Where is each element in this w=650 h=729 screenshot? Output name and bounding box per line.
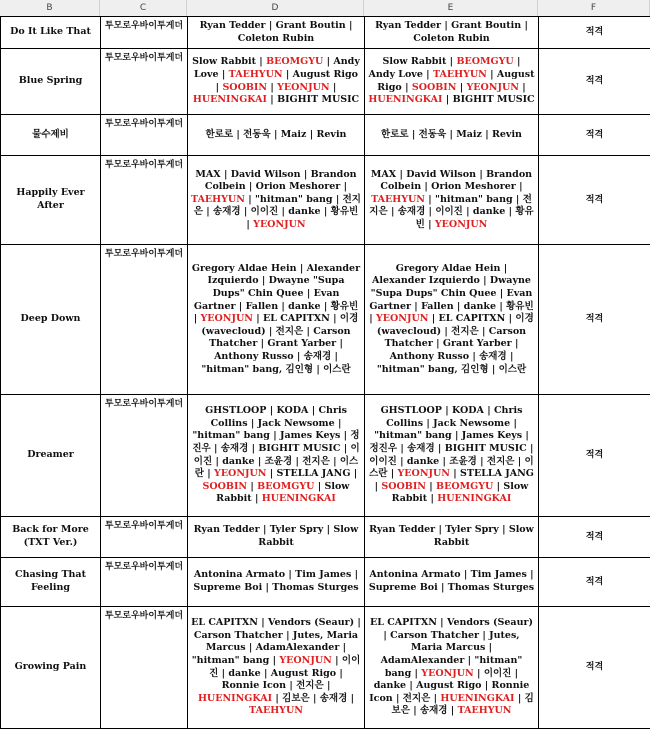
- column-header-e[interactable]: E: [364, 0, 538, 16]
- artist-cell[interactable]: 투모로우바이투게더: [101, 517, 188, 558]
- credit-segment: | "hitman" bang | 전지은 | 송재경 | 이이진 | danke | 황유빈 |: [369, 193, 534, 230]
- credit-segment: |: [518, 81, 526, 93]
- credit-segment: TAEHYUN: [249, 705, 303, 717]
- status-cell[interactable]: 적격: [539, 115, 650, 156]
- column-header-b[interactable]: B: [0, 0, 100, 16]
- table-row: [1, 115, 650, 156]
- credit-segment: | STELLA JANG |: [266, 468, 358, 480]
- credit-segment: Antonina Armato | Tim James | Supreme Boi | Thomas Sturges: [193, 569, 359, 593]
- credit-segment: TAEHYUN: [191, 193, 245, 205]
- credit-segment: | EL CAPITXN | 이경 (wavecloud) | 전지은 | Carson Thatcher | Grant Yarber | Anthony Russo | 송재경 | "hitman" bang, 김인형 | 이스란: [201, 313, 359, 375]
- song-title-cell[interactable]: Growing Pain: [1, 607, 101, 729]
- credit-segment: | Slow Rabbit |: [391, 480, 529, 505]
- credit-segment: | 김보은 | 송재경 |: [272, 692, 355, 704]
- credit-segment: BEOMGYU: [266, 56, 324, 68]
- credit-segment: EL CAPITXN | Vendors (Seaur) | Carson Thatcher | Jutes, Maria Marcus | AdamAlexander | "hitman" bang |: [370, 617, 533, 679]
- table-row: [1, 156, 650, 245]
- credit-segment: |: [247, 480, 258, 492]
- column-header-f[interactable]: F: [538, 0, 650, 16]
- table-row: [1, 607, 650, 729]
- status-cell[interactable]: 적격: [539, 245, 650, 395]
- artist-cell[interactable]: 투모로우바이투게더: [101, 245, 188, 395]
- credit-segment: | "hitman" bang | 전지은 | 송재경 | 이이진 | danke | 황유빈 |: [193, 193, 361, 230]
- credits-cell-e[interactable]: [365, 156, 539, 245]
- status-cell[interactable]: 적격: [539, 517, 650, 558]
- credits-cell-d[interactable]: [188, 17, 365, 49]
- song-title-cell[interactable]: Happily Ever After: [1, 156, 101, 245]
- credit-segment: | BIGHIT MUSIC: [442, 94, 535, 106]
- table-row: [1, 558, 650, 607]
- artist-cell[interactable]: 투모로우바이투게더: [101, 558, 188, 607]
- credit-segment: SOOBIN: [202, 480, 248, 492]
- song-title-cell[interactable]: Do It Like That: [1, 17, 101, 49]
- status-cell[interactable]: 적격: [539, 49, 650, 115]
- credit-segment: | Slow Rabbit |: [216, 480, 350, 505]
- song-title-cell[interactable]: Dreamer: [1, 395, 101, 517]
- credits-cell-e[interactable]: [365, 558, 539, 607]
- credits-cell-d[interactable]: [188, 115, 365, 156]
- status-cell[interactable]: 적격: [539, 558, 650, 607]
- status-cell[interactable]: 적격: [539, 395, 650, 517]
- credit-segment: | Andy Love |: [194, 56, 360, 80]
- credit-segment: YEONJUN: [214, 468, 267, 480]
- credit-segment: Ryan Tedder | Tyler Spry | Slow Rabbit: [369, 524, 534, 548]
- credit-segment: | August Rigo |: [215, 68, 358, 93]
- credits-cell-e[interactable]: [365, 17, 539, 49]
- credit-segment: TAEHYUN: [228, 68, 283, 80]
- credit-segment: YEONJUN: [375, 313, 429, 325]
- table-row: [1, 395, 650, 517]
- credit-segment: YEONJUN: [200, 313, 253, 325]
- credit-segment: | 이이진 | danke | August Rigo | Ronnie Icon | 전지은 |: [209, 654, 361, 692]
- credit-segment: Slow Rabbit |: [382, 56, 457, 68]
- credits-cell-d[interactable]: [188, 558, 365, 607]
- credits-cell-e[interactable]: [365, 395, 539, 517]
- credits-table: [0, 16, 650, 729]
- status-cell[interactable]: 적격: [539, 607, 650, 729]
- credit-segment: BEOMGYU: [456, 56, 514, 68]
- credit-segment: HUENINGKAI: [197, 692, 273, 704]
- credit-segment: | EL CAPITXN | 이경 (wavecloud) | 전지은 | Carson Thatcher | Grant Yarber | Anthony Russo | 송재경 | "hitman" bang, 김인형 | 이스란: [376, 313, 534, 375]
- credit-segment: SOOBIN: [222, 81, 268, 93]
- credit-segment: | 이이진 | danke | August Rigo | Ronnie Icon | 전지은 |: [369, 667, 530, 704]
- credit-segment: YEONJUN: [253, 218, 306, 230]
- credit-segment: TAEHYUN: [371, 193, 425, 205]
- credit-segment: Ryan Tedder | Grant Boutin | Coleton Rubin: [375, 19, 528, 44]
- song-title-cell[interactable]: Deep Down: [1, 245, 101, 395]
- credits-cell-e[interactable]: [365, 245, 539, 395]
- credit-segment: HUENINGKAI: [437, 493, 512, 505]
- credit-segment: Gregory Aldae Hein | Alexander Izquierdo | Dwayne "Supa Dups" Chin Quee | Evan Gartner | Fallen | danke | 황유빈 |: [369, 262, 534, 325]
- credit-segment: | Andy Love |: [368, 56, 521, 80]
- credit-segment: TAEHYUN: [457, 705, 512, 717]
- credits-cell-d[interactable]: [188, 517, 365, 558]
- credit-segment: HUENINGKAI: [261, 493, 336, 505]
- credit-segment: HUENINGKAI: [192, 94, 267, 106]
- credit-segment: TAEHYUN: [432, 68, 487, 80]
- credits-cell-e[interactable]: [365, 517, 539, 558]
- credits-cell-d[interactable]: [188, 245, 365, 395]
- credit-segment: HUENINGKAI: [368, 94, 443, 106]
- credit-segment: Ryan Tedder | Grant Boutin | Coleton Rubin: [199, 19, 353, 44]
- credits-cell-d[interactable]: [188, 49, 365, 115]
- credits-cell-e[interactable]: [365, 607, 539, 729]
- credit-segment: Antonina Armato | Tim James | Supreme Boi | Thomas Sturges: [368, 569, 535, 593]
- credit-segment: |: [329, 81, 337, 93]
- credit-segment: |: [425, 480, 437, 492]
- credit-segment: Gregory Aldae Hein | Alexander Izquierdo | Dwayne "Supa Dups" Chin Quee | Evan Gartner | Fallen | danke | 황유빈 |: [191, 262, 361, 325]
- credit-segment: | 김보은 | 송재경 |: [391, 692, 534, 717]
- credit-segment: BEOMGYU: [436, 480, 494, 492]
- artist-cell[interactable]: 투모로우바이투게더: [101, 607, 188, 729]
- credits-cell-e[interactable]: [365, 49, 539, 115]
- credits-cell-d[interactable]: [188, 156, 365, 245]
- column-header-c[interactable]: C: [100, 0, 187, 16]
- credit-segment: YEONJUN: [397, 468, 450, 480]
- song-title-cell[interactable]: Back for More (TXT Ver.): [1, 517, 101, 558]
- credit-segment: YEONJUN: [434, 218, 488, 230]
- credit-segment: GHSTLOOP | KODA | Chris Collins | Jack Newsome | "hitman" bang | James Keys | 정진우 | 송재경 | BIGHIT MUSIC | 이이진 | danke | 조윤경 | 전지은 | 이스란 |: [192, 405, 360, 480]
- credit-segment: BEOMGYU: [257, 480, 315, 492]
- credit-segment: SOOBIN: [381, 480, 426, 492]
- credit-segment: YEONJUN: [421, 667, 474, 679]
- credit-segment: 한로로 | 전동욱 | Maiz | Revin: [381, 128, 522, 140]
- artist-cell[interactable]: 투모로우바이투게더: [101, 395, 188, 517]
- credit-segment: YEONJUN: [466, 81, 519, 93]
- song-title-cell[interactable]: Chasing That Feeling: [1, 558, 101, 607]
- song-title-cell[interactable]: Blue Spring: [1, 49, 101, 115]
- artist-cell[interactable]: 투모로우바이투게더: [101, 115, 188, 156]
- credit-segment: EL CAPITXN | Vendors (Seaur) | Carson Thatcher | Jutes, Maria Marcus | AdamAlexander | "hitman" bang |: [191, 617, 361, 666]
- credit-segment: GHSTLOOP | KODA | Chris Collins | Jack Newsome | "hitman" bang | James Keys | 정진우 | 송재경 | BIGHIT MUSIC | 이이진 | danke | 조윤경 | 전지은 | 이스란 |: [369, 405, 534, 480]
- credit-segment: MAX | David Wilson | Brandon Colbein | Orion Meshorer |: [370, 168, 533, 193]
- song-title-cell[interactable]: 물수제비: [1, 115, 101, 156]
- table-row: [1, 49, 650, 115]
- credits-cell-d[interactable]: [188, 607, 365, 729]
- credit-segment: SOOBIN: [411, 81, 457, 93]
- credit-segment: | BIGHIT MUSIC: [267, 94, 360, 106]
- credit-segment: 한로로 | 전동욱 | Maiz | Revin: [205, 128, 347, 140]
- status-cell[interactable]: 적격: [539, 156, 650, 245]
- credit-segment: YEONJUN: [279, 654, 332, 666]
- credit-segment: Ryan Tedder | Tyler Spry | Slow Rabbit: [193, 524, 359, 548]
- credit-segment: | August Rigo |: [377, 68, 535, 93]
- credit-segment: Slow Rabbit |: [192, 56, 267, 68]
- credit-segment: |: [456, 81, 467, 93]
- credit-segment: YEONJUN: [277, 81, 330, 93]
- artist-cell[interactable]: 투모로우바이투게더: [101, 17, 188, 49]
- credit-segment: HUENINGKAI: [440, 692, 515, 704]
- artist-cell[interactable]: 투모로우바이투게더: [101, 156, 188, 245]
- table-row: [1, 17, 650, 49]
- table-row: [1, 517, 650, 558]
- artist-cell[interactable]: 투모로우바이투게더: [101, 49, 188, 115]
- credit-segment: | STELLA JANG |: [374, 468, 534, 492]
- column-header-d[interactable]: D: [187, 0, 364, 16]
- credits-cell-d[interactable]: [188, 395, 365, 517]
- column-header-bar: [0, 0, 650, 17]
- credit-segment: MAX | David Wilson | Brandon Colbein | Orion Meshorer |: [195, 168, 357, 193]
- credits-cell-e[interactable]: [365, 115, 539, 156]
- status-cell[interactable]: 적격: [539, 17, 650, 49]
- credit-segment: |: [267, 81, 278, 93]
- table-row: [1, 245, 650, 395]
